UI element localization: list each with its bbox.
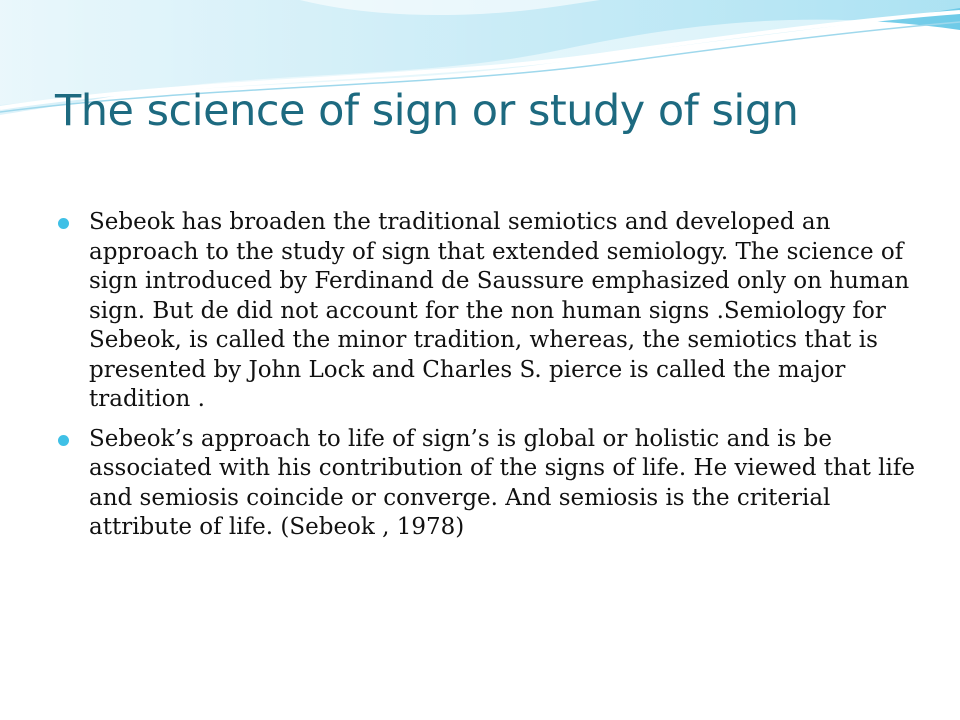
- slide-title: The science of sign or study of sign: [55, 86, 799, 136]
- bullet-list: [56, 208, 916, 553]
- bullet-item: [56, 425, 916, 543]
- bullet-text: Sebeok’s approach to life of sign’s is global or holistic and is be associated with his contribution of the signs of life. He viewed that life and semiosis coincide or converge. And semiosis is the criterial attribute of life. (Sebeok , 1978): [89, 425, 915, 540]
- bullet-text: Sebeok has broaden the traditional semiotics and developed an approach to the study of sign that extended semiology. The science of sign introduced by Ferdinand de Saussure emphasized only on human sign. But de did not account for the non human signs .Semiology for Sebeok, is called the minor tradition, whereas, the semiotics that is presented by John Lock and Charles S. pierce is called the major tradition .: [89, 209, 910, 412]
- bullet-item: [56, 208, 916, 415]
- bullet-dot-icon: [58, 218, 69, 229]
- bullet-dot-icon: [58, 435, 69, 446]
